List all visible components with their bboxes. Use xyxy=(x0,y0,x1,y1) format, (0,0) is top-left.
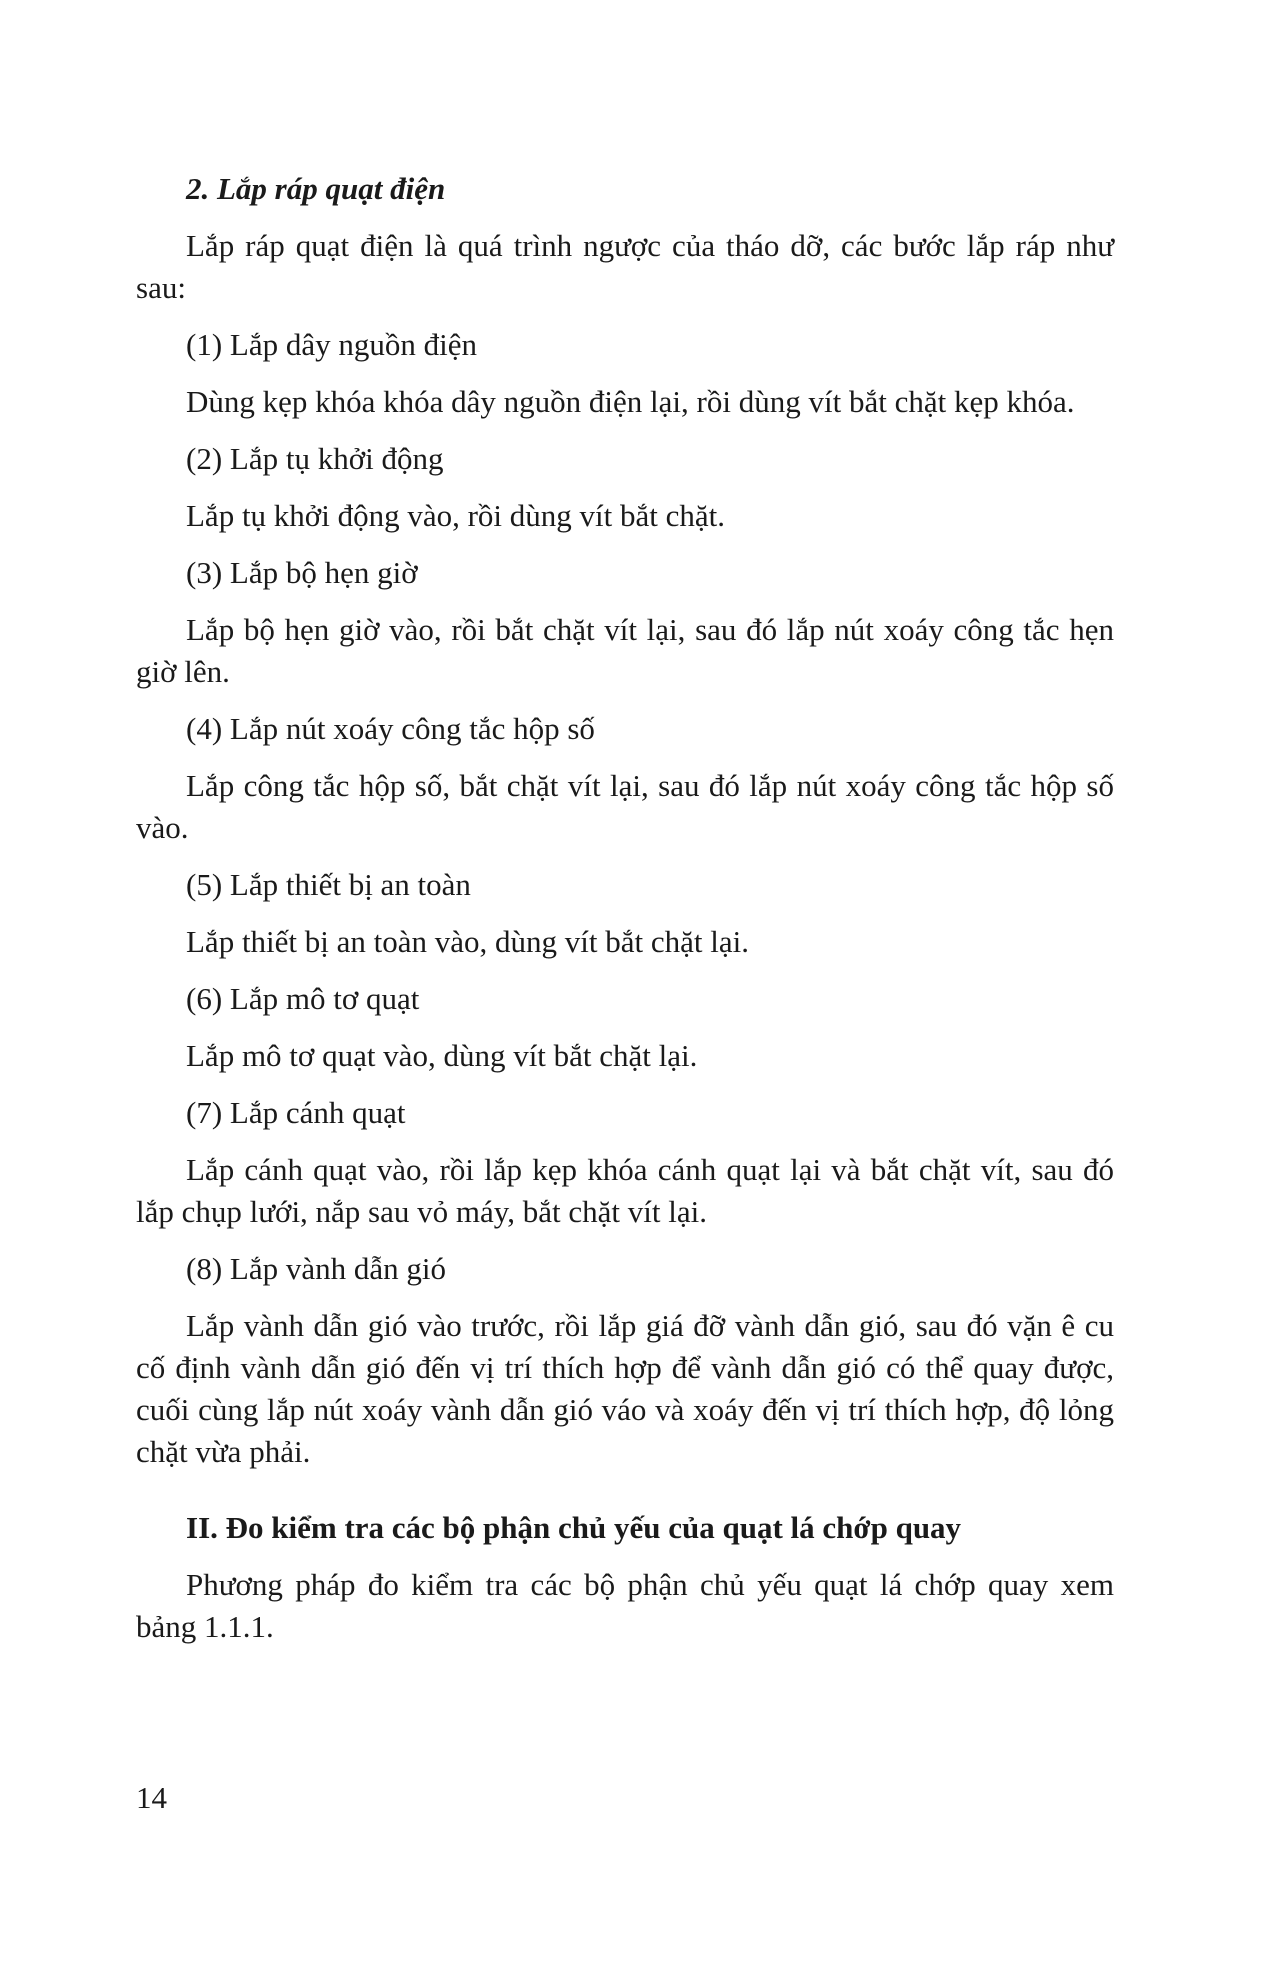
step-title: (7) Lắp cánh quạt xyxy=(186,1095,406,1130)
step-text: Lắp bộ hẹn giờ vào, rồi bắt chặt vít lại, sau đó lắp nút xoáy công tắc hẹn giờ lên. xyxy=(136,612,1114,689)
step-title: (5) Lắp thiết bị an toàn xyxy=(186,867,471,902)
step-text: Lắp cánh quạt vào, rồi lắp kẹp khóa cánh quạt lại và bắt chặt vít, sau đó lắp chụp lưới, nắp sau vỏ máy, bắt chặt vít lại. xyxy=(136,1152,1114,1229)
page-content xyxy=(136,168,1114,1663)
step-title: (1) Lắp dây nguồn điện xyxy=(186,327,477,362)
step-title: (4) Lắp nút xoáy công tắc hộp số xyxy=(186,711,595,746)
intro-paragraph: Lắp ráp quạt điện là quá trình ngược của tháo dỡ, các bước lắp ráp như sau: xyxy=(136,228,1114,305)
page-number: 14 xyxy=(136,1780,167,1815)
step-title: (6) Lắp mô tơ quạt xyxy=(186,981,420,1016)
section-heading: II. Đo kiểm tra các bộ phận chủ yếu của quạt lá chớp quay xyxy=(186,1510,962,1545)
step-text: Lắp vành dẫn gió vào trước, rồi lắp giá đỡ vành dẫn gió, sau đó vặn ê cu cố định vành dẫn gió đến vị trí thích hợp để vành dẫn gió có thể quay được, cuối cùng lắp nút xoáy vành dẫn gió váo và xoáy đến vị trí thích hợp, độ lỏng chặt vừa phải. xyxy=(136,1308,1114,1469)
step-title: (2) Lắp tụ khởi động xyxy=(186,441,444,476)
step-text: Lắp tụ khởi động vào, rồi dùng vít bắt chặt. xyxy=(186,498,725,533)
step-text: Lắp mô tơ quạt vào, dùng vít bắt chặt lại. xyxy=(186,1038,698,1073)
step-text: Lắp công tắc hộp số, bắt chặt vít lại, sau đó lắp nút xoáy công tắc hộp số vào. xyxy=(136,768,1114,845)
section-paragraph: Phương pháp đo kiểm tra các bộ phận chủ yếu quạt lá chớp quay xem bảng 1.1.1. xyxy=(136,1567,1114,1644)
step-text: Dùng kẹp khóa khóa dây nguồn điện lại, rồi dùng vít bắt chặt kẹp khóa. xyxy=(186,384,1075,419)
step-title: (3) Lắp bộ hẹn giờ xyxy=(186,555,418,590)
subheading: 2. Lắp ráp quạt điện xyxy=(186,171,446,206)
step-title: (8) Lắp vành dẫn gió xyxy=(186,1251,446,1286)
step-text: Lắp thiết bị an toàn vào, dùng vít bắt chặt lại. xyxy=(186,924,750,959)
